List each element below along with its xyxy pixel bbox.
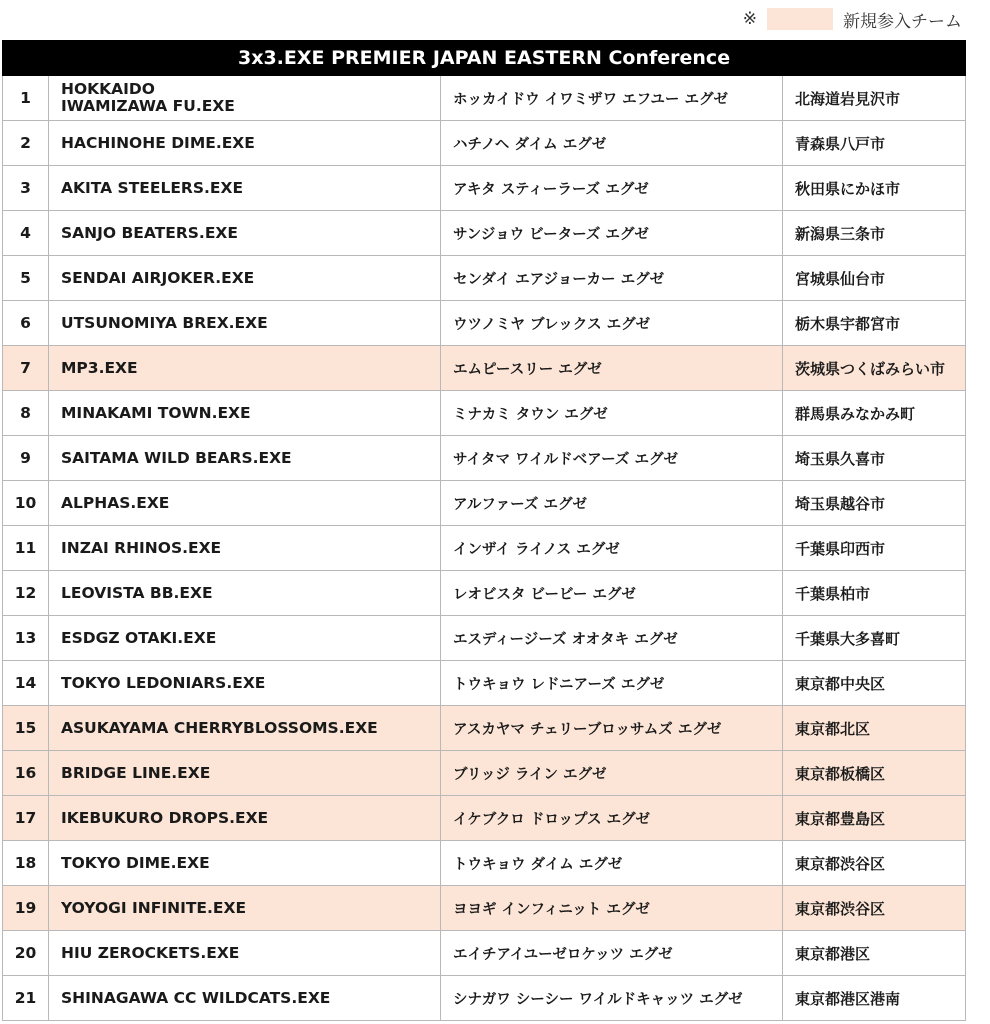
team-hometown: 青森県八戸市	[783, 121, 966, 166]
team-name-kana: ホッカイドウ イワミザワ エフユー エグゼ	[441, 76, 783, 121]
team-name: IKEBUKURO DROPS.EXE	[49, 796, 441, 841]
team-name: HACHINOHE DIME.EXE	[49, 121, 441, 166]
team-number: 9	[3, 436, 49, 481]
table-row	[3, 841, 966, 886]
team-hometown: 千葉県大多喜町	[783, 616, 966, 661]
team-name-kana: アキタ スティーラーズ エグゼ	[441, 166, 783, 211]
team-number: 7	[3, 346, 49, 391]
team-name-kana: トウキョウ レドニアーズ エグゼ	[441, 661, 783, 706]
table-row	[3, 121, 966, 166]
team-name: SANJO BEATERS.EXE	[49, 211, 441, 256]
team-name-kana: ウツノミヤ ブレックス エグゼ	[441, 301, 783, 346]
team-name: AKITA STEELERS.EXE	[49, 166, 441, 211]
table-row	[3, 481, 966, 526]
table-row	[3, 796, 966, 841]
team-name-kana: インザイ ライノス エグゼ	[441, 526, 783, 571]
team-name-line: HOKKAIDO	[61, 80, 155, 98]
team-name: TOKYO LEDONIARS.EXE	[49, 661, 441, 706]
table-row	[3, 571, 966, 616]
team-hometown: 東京都渋谷区	[783, 886, 966, 931]
team-name: SAITAMA WILD BEARS.EXE	[49, 436, 441, 481]
team-name-kana: アルファーズ エグゼ	[441, 481, 783, 526]
team-name: SENDAI AIRJOKER.EXE	[49, 256, 441, 301]
table-header-row	[3, 41, 966, 76]
table-row	[3, 706, 966, 751]
team-hometown: 東京都豊島区	[783, 796, 966, 841]
team-name: ASUKAYAMA CHERRYBLOSSOMS.EXE	[49, 706, 441, 751]
table-row	[3, 616, 966, 661]
team-number: 2	[3, 121, 49, 166]
team-number: 6	[3, 301, 49, 346]
team-number: 12	[3, 571, 49, 616]
legend-mark: ※	[742, 9, 757, 29]
team-number: 10	[3, 481, 49, 526]
team-name: UTSUNOMIYA BREX.EXE	[49, 301, 441, 346]
team-hometown: 東京都板橋区	[783, 751, 966, 796]
team-name	[49, 76, 441, 121]
table-row	[3, 391, 966, 436]
team-name-kana: ハチノヘ ダイム エグゼ	[441, 121, 783, 166]
team-number: 14	[3, 661, 49, 706]
team-table	[2, 40, 966, 1021]
team-name: MP3.EXE	[49, 346, 441, 391]
team-name: MINAKAMI TOWN.EXE	[49, 391, 441, 436]
team-hometown: 東京都渋谷区	[783, 841, 966, 886]
team-hometown: 東京都北区	[783, 706, 966, 751]
new-team-legend	[743, 6, 962, 32]
table-row	[3, 436, 966, 481]
team-hometown: 新潟県三条市	[783, 211, 966, 256]
team-number: 21	[3, 976, 49, 1021]
team-number: 3	[3, 166, 49, 211]
team-name-kana: ミナカミ タウン エグゼ	[441, 391, 783, 436]
team-number: 5	[3, 256, 49, 301]
team-hometown: 埼玉県越谷市	[783, 481, 966, 526]
team-number: 18	[3, 841, 49, 886]
team-number: 8	[3, 391, 49, 436]
team-hometown: 千葉県柏市	[783, 571, 966, 616]
team-hometown: 東京都中央区	[783, 661, 966, 706]
team-name-kana: アスカヤマ チェリーブロッサムズ エグゼ	[441, 706, 783, 751]
team-name: BRIDGE LINE.EXE	[49, 751, 441, 796]
table-row	[3, 211, 966, 256]
team-name: TOKYO DIME.EXE	[49, 841, 441, 886]
team-number: 16	[3, 751, 49, 796]
table-row	[3, 301, 966, 346]
team-hometown: 群馬県みなかみ町	[783, 391, 966, 436]
table-row	[3, 886, 966, 931]
team-name-kana: エイチアイユーゼロケッツ エグゼ	[441, 931, 783, 976]
team-name-kana: トウキョウ ダイム エグゼ	[441, 841, 783, 886]
team-name-kana: ヨヨギ インフィニット エグゼ	[441, 886, 783, 931]
team-hometown: 秋田県にかほ市	[783, 166, 966, 211]
table-row	[3, 166, 966, 211]
team-hometown: 埼玉県久喜市	[783, 436, 966, 481]
team-number: 11	[3, 526, 49, 571]
team-name-line: IWAMIZAWA FU.EXE	[61, 97, 235, 115]
team-hometown: 千葉県印西市	[783, 526, 966, 571]
team-hometown: 茨城県つくばみらい市	[783, 346, 966, 391]
team-number: 1	[3, 76, 49, 121]
team-name: ESDGZ OTAKI.EXE	[49, 616, 441, 661]
legend-label: 新規参入チーム	[843, 11, 962, 32]
table-row	[3, 76, 966, 121]
team-name: INZAI RHINOS.EXE	[49, 526, 441, 571]
team-number: 13	[3, 616, 49, 661]
conference-title: 3x3.EXE PREMIER JAPAN EASTERN Conference	[3, 41, 966, 76]
table-row	[3, 526, 966, 571]
team-hometown: 東京都港区	[783, 931, 966, 976]
table-row	[3, 931, 966, 976]
table-row	[3, 256, 966, 301]
team-number: 20	[3, 931, 49, 976]
table-row	[3, 346, 966, 391]
team-name-kana: エスディージーズ オオタキ エグゼ	[441, 616, 783, 661]
team-number: 17	[3, 796, 49, 841]
team-name-kana: サイタマ ワイルドベアーズ エグゼ	[441, 436, 783, 481]
team-number: 15	[3, 706, 49, 751]
team-hometown: 東京都港区港南	[783, 976, 966, 1021]
table-row	[3, 751, 966, 796]
team-name: HIU ZEROCKETS.EXE	[49, 931, 441, 976]
team-hometown: 北海道岩見沢市	[783, 76, 966, 121]
team-name: LEOVISTA BB.EXE	[49, 571, 441, 616]
team-name-kana: エムピースリー エグゼ	[441, 346, 783, 391]
team-hometown: 宮城県仙台市	[783, 256, 966, 301]
team-name-kana: センダイ エアジョーカー エグゼ	[441, 256, 783, 301]
team-name: SHINAGAWA CC WILDCATS.EXE	[49, 976, 441, 1021]
table-row	[3, 661, 966, 706]
team-rows	[3, 76, 966, 1021]
team-hometown: 栃木県宇都宮市	[783, 301, 966, 346]
team-name-kana: サンジョウ ビーターズ エグゼ	[441, 211, 783, 256]
team-name-kana: シナガワ シーシー ワイルドキャッツ エグゼ	[441, 976, 783, 1021]
team-number: 4	[3, 211, 49, 256]
team-name-kana: イケブクロ ドロップス エグゼ	[441, 796, 783, 841]
team-name: ALPHAS.EXE	[49, 481, 441, 526]
team-name: YOYOGI INFINITE.EXE	[49, 886, 441, 931]
team-number: 19	[3, 886, 49, 931]
team-name-kana: ブリッジ ライン エグゼ	[441, 751, 783, 796]
team-name-kana: レオビスタ ビービー エグゼ	[441, 571, 783, 616]
legend-swatch	[767, 8, 833, 30]
table-row	[3, 976, 966, 1021]
